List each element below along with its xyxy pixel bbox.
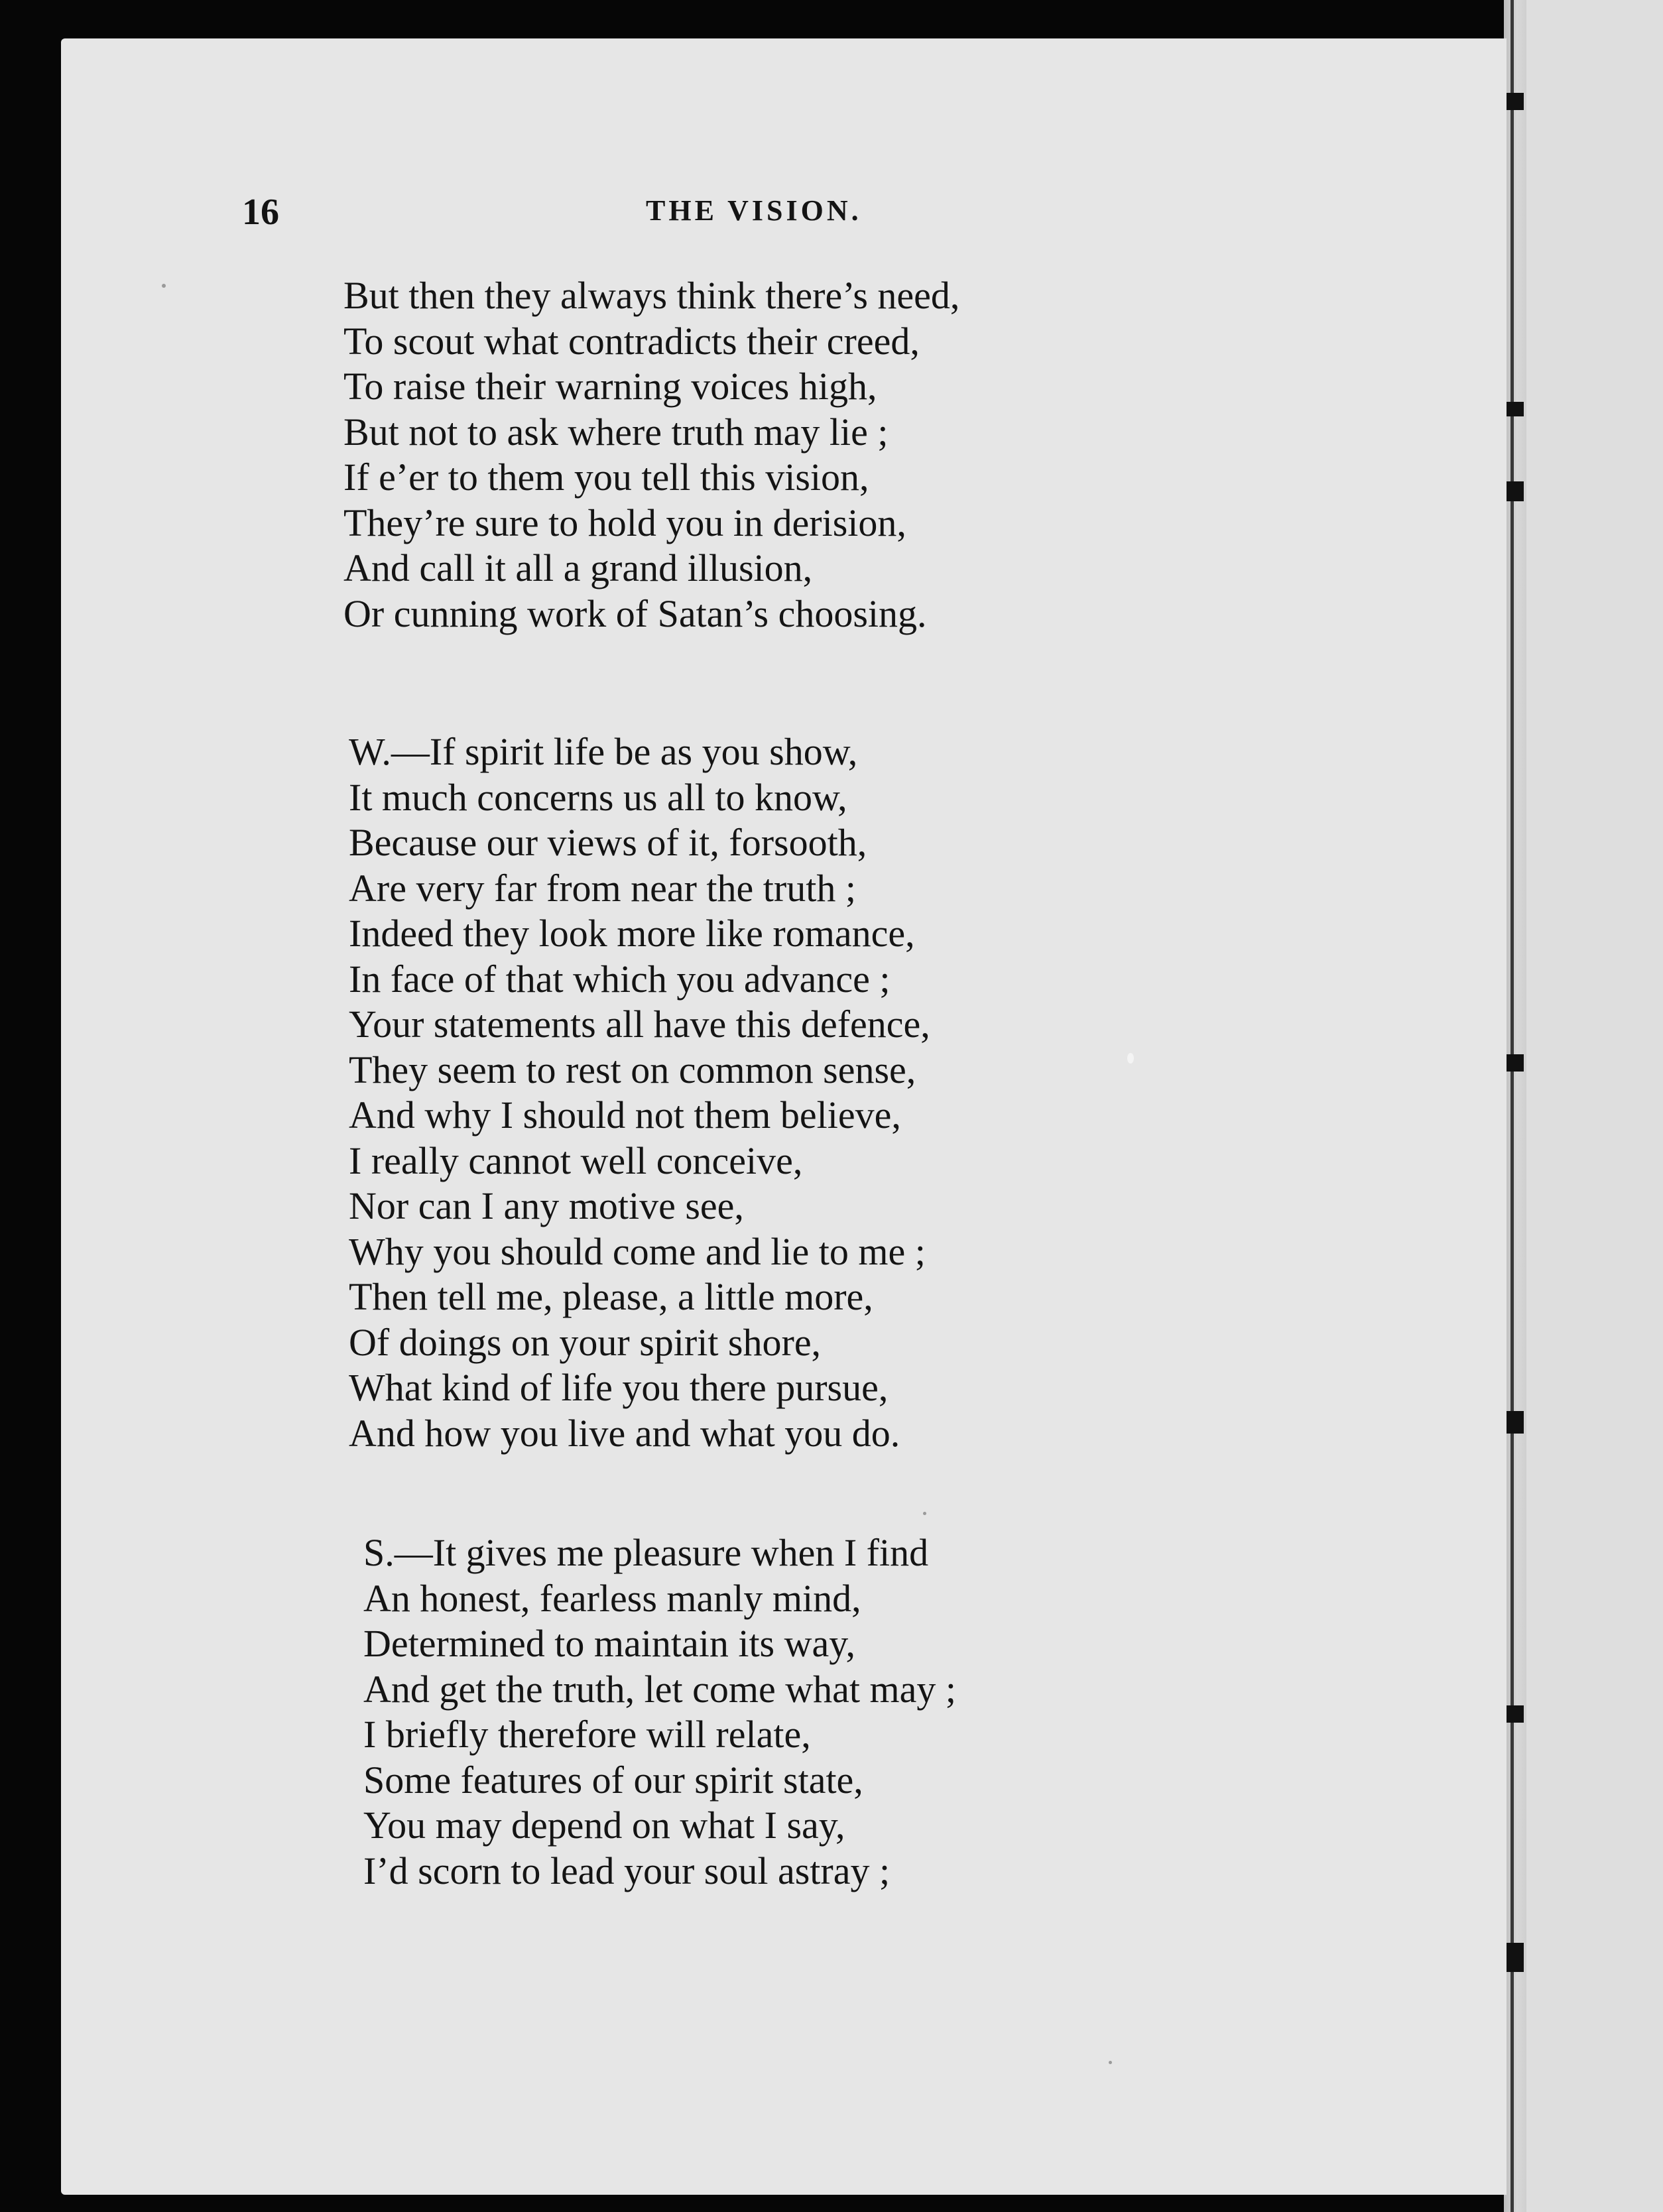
verse-line: Because our views of it, forsooth, bbox=[349, 821, 867, 864]
verse-line: They’re sure to hold you in derision, bbox=[343, 501, 906, 544]
verse-line: If e’er to them you tell this vision, bbox=[343, 456, 869, 499]
verse-line: Then tell me, please, a little more, bbox=[349, 1275, 873, 1318]
verse-line: You may depend on what I say, bbox=[363, 1804, 845, 1847]
verse-line: Are very far from near the truth ; bbox=[349, 866, 856, 910]
paper-speck bbox=[162, 284, 166, 288]
page-number: 16 bbox=[242, 192, 279, 233]
verse-line: And call it all a grand illusion, bbox=[343, 546, 813, 589]
gutter-shadow bbox=[1504, 0, 1526, 2212]
binding-thread bbox=[1510, 0, 1514, 2212]
verse-line: I’d scorn to lead your soul astray ; bbox=[363, 1849, 891, 1892]
verse-line: To raise their warning voices high, bbox=[343, 365, 877, 408]
facing-page-edge bbox=[1525, 0, 1663, 2212]
verse-line: Some features of our spirit state, bbox=[363, 1758, 863, 1802]
verse-line: To scout what contradicts their creed, bbox=[343, 319, 920, 363]
verse-line: S.—It gives me pleasure when I find bbox=[363, 1531, 929, 1574]
paper-speck bbox=[923, 1512, 926, 1515]
verse-line: I really cannot well conceive, bbox=[349, 1138, 803, 1182]
verse-line: I briefly therefore will relate, bbox=[363, 1713, 811, 1756]
paper-speck bbox=[1109, 2061, 1112, 2064]
verse-line: It much concerns us all to know, bbox=[349, 775, 847, 819]
verse-line: But then they always think there’s need, bbox=[343, 274, 960, 317]
verse-line: Determined to maintain its way, bbox=[363, 1622, 855, 1665]
stanza-1 bbox=[343, 273, 959, 637]
stanza-3 bbox=[363, 1530, 956, 1894]
verse-line: Indeed they look more like romance, bbox=[349, 912, 915, 955]
verse-line: Nor can I any motive see, bbox=[349, 1184, 744, 1227]
verse-line: And get the truth, let come what may ; bbox=[363, 1667, 956, 1711]
verse-line: An honest, fearless manly mind, bbox=[363, 1576, 861, 1620]
verse-line: But not to ask where truth may lie ; bbox=[343, 410, 889, 454]
verse-line: They seem to rest on common sense, bbox=[349, 1048, 916, 1091]
verse-line: Or cunning work of Satan’s choosing. bbox=[343, 591, 927, 635]
verse-line: Why you should come and lie to me ; bbox=[349, 1229, 926, 1273]
verse-line: And why I should not them believe, bbox=[349, 1093, 901, 1137]
verse-line: What kind of life you there pursue, bbox=[349, 1366, 889, 1409]
paper-speck bbox=[1127, 1053, 1134, 1064]
verse-line: Of doings on your spirit shore, bbox=[349, 1320, 822, 1364]
verse-line: Your statements all have this defence, bbox=[349, 1003, 930, 1046]
stanza-2 bbox=[349, 729, 930, 1456]
verse-line: In face of that which you advance ; bbox=[349, 957, 891, 1001]
running-title: THE VISION. bbox=[646, 194, 862, 227]
verse-line: And how you live and what you do. bbox=[349, 1411, 900, 1455]
running-head bbox=[61, 191, 1507, 231]
verse-line: W.—If spirit life be as you show, bbox=[349, 730, 858, 773]
